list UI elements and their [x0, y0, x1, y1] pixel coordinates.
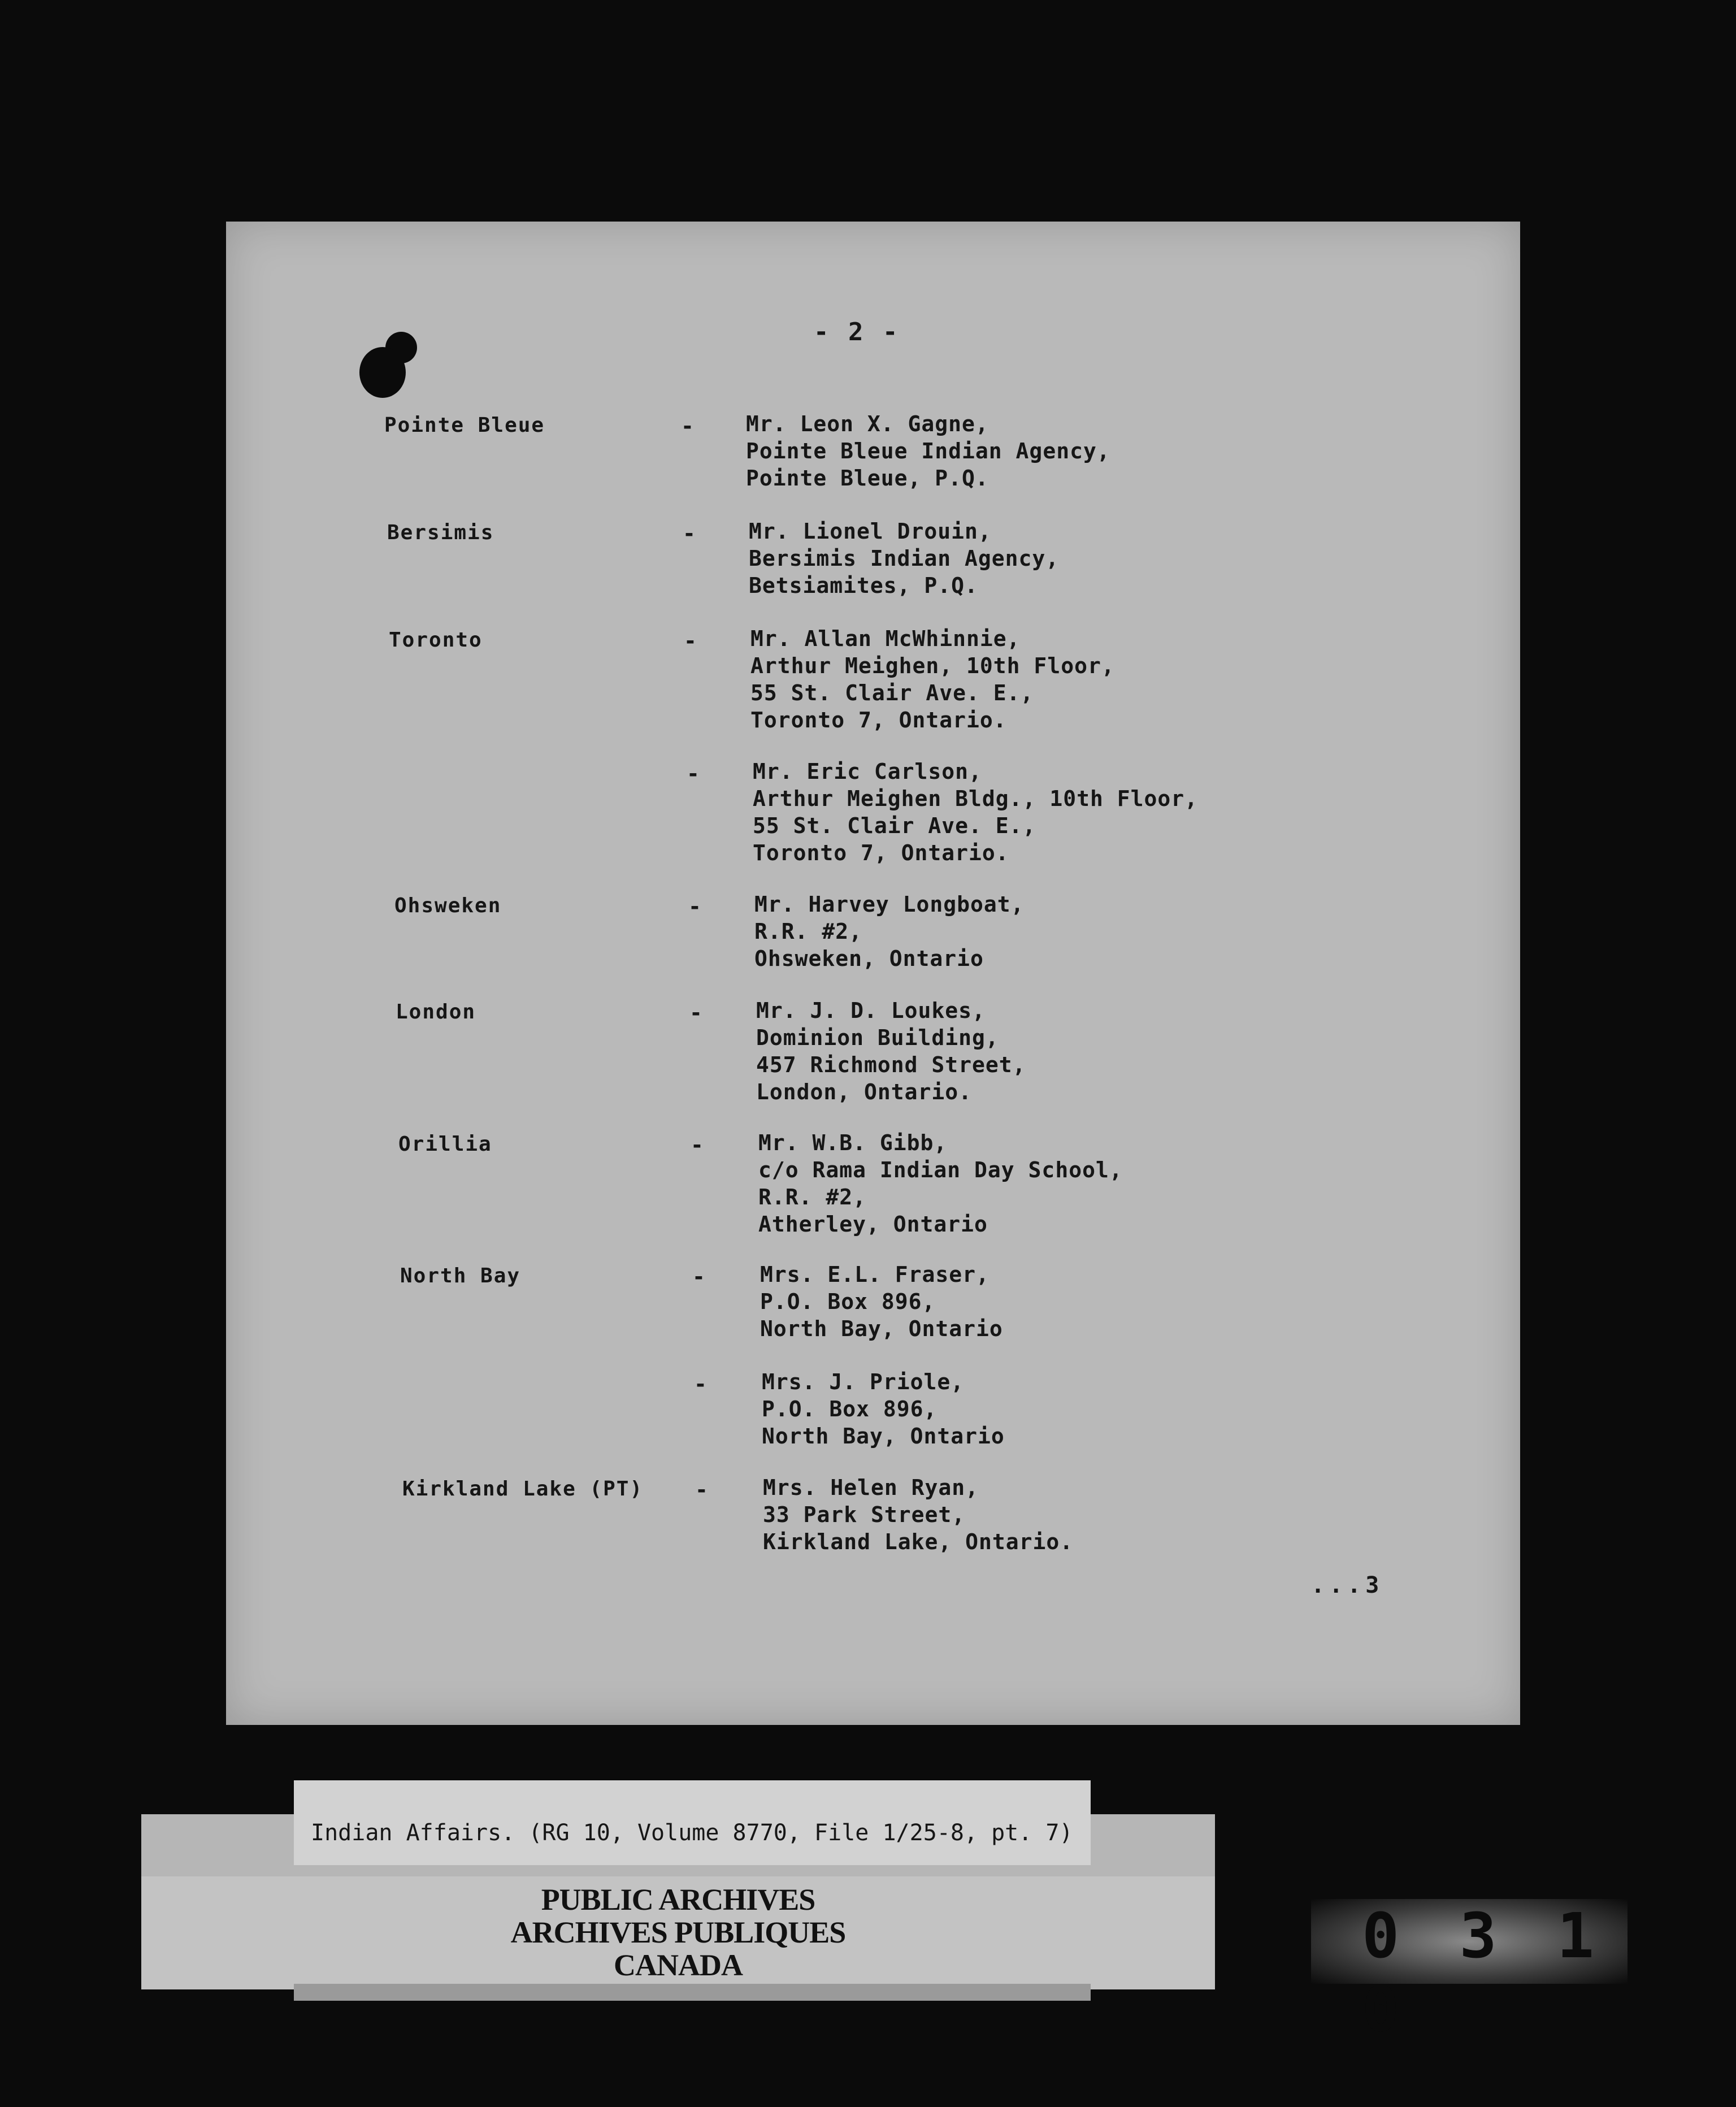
dash: - — [691, 1133, 704, 1157]
address-block — [749, 518, 1059, 599]
archives-stamp — [141, 1876, 1215, 1989]
address-line: Atherley, Ontario — [758, 1212, 988, 1237]
document-page — [226, 222, 1520, 1725]
dash: - — [687, 761, 700, 786]
reference-text: Indian Affairs. (RG 10, Volume 8770, File 1/25-8, pt. 7) — [311, 1820, 1073, 1846]
address-line: Mr. Eric Carlson, — [753, 759, 982, 784]
address-block — [758, 1129, 1123, 1238]
frame-number: 0 3 1 0 — [1311, 1899, 1628, 1984]
address-line: Mr. Lionel Drouin, — [749, 519, 992, 544]
address-line: Ohsweken, Ontario — [754, 946, 984, 971]
address-line: North Bay, Ontario — [760, 1316, 1003, 1341]
address-block — [746, 410, 1110, 492]
address-line: Pointe Bleue, P.Q. — [746, 466, 989, 491]
address-line: Toronto 7, Ontario. — [750, 708, 1007, 732]
address-line: Mr. Harvey Longboat, — [754, 892, 1025, 917]
dash: - — [681, 414, 694, 439]
address-line: Mr. J. D. Loukes, — [756, 998, 986, 1023]
address-line: Mrs. J. Priole, — [762, 1369, 965, 1394]
place-name: Toronto — [389, 628, 483, 652]
address-line: c/o Rama Indian Day School, — [758, 1157, 1123, 1182]
address-line: 457 Richmond Street, — [756, 1052, 1026, 1077]
address-line: Arthur Meighen Bldg., 10th Floor, — [753, 786, 1198, 811]
address-line: Betsiamites, P.Q. — [749, 573, 978, 598]
address-line: Arthur Meighen, 10th Floor, — [750, 653, 1115, 678]
address-block — [756, 997, 1026, 1105]
address-line: 55 St. Clair Ave. E., — [750, 680, 1034, 705]
dash: - — [689, 1000, 702, 1025]
continuation-marker: ...3 — [1311, 1572, 1384, 1598]
address-line: 33 Park Street, — [763, 1502, 966, 1527]
address-line: Bersimis Indian Agency, — [749, 546, 1060, 571]
place-name: Orillia — [398, 1133, 492, 1156]
address-line: Pointe Bleue Indian Agency, — [746, 439, 1110, 463]
address-line: Mr. Leon X. Gagne, — [746, 411, 989, 436]
address-block — [760, 1261, 1003, 1342]
address-line: Kirkland Lake, Ontario. — [763, 1529, 1074, 1554]
reference-label — [294, 1780, 1091, 1865]
base-strip — [294, 1984, 1091, 2001]
dash: - — [692, 1264, 705, 1289]
address-line: Dominion Building, — [756, 1025, 999, 1050]
dash: - — [684, 628, 697, 653]
address-block — [750, 625, 1115, 734]
dash: - — [694, 1372, 707, 1397]
address-line: Toronto 7, Ontario. — [753, 840, 1009, 865]
page-number: - 2 - — [814, 318, 900, 346]
address-line: Mrs. Helen Ryan, — [763, 1475, 979, 1500]
address-line: London, Ontario. — [756, 1079, 973, 1104]
dash: - — [695, 1477, 708, 1502]
stamp-line-3: CANADA — [614, 1948, 743, 1982]
dash: - — [683, 521, 696, 546]
address-line: R.R. #2, — [754, 919, 863, 944]
punch-hole-bottom — [359, 347, 406, 398]
address-line: Mr. Allan McWhinnie, — [750, 626, 1021, 651]
address-line: P.O. Box 896, — [762, 1397, 938, 1421]
stamp-line-2: ARCHIVES PUBLIQUES — [510, 1915, 846, 1949]
place-name: Ohsweken — [394, 894, 502, 917]
place-name: Kirkland Lake (PT) — [402, 1477, 644, 1501]
address-line: North Bay, Ontario — [762, 1424, 1005, 1449]
address-line: Mr. W.B. Gibb, — [758, 1130, 948, 1155]
address-line: Mrs. E.L. Fraser, — [760, 1262, 989, 1287]
stamp-line-1: PUBLIC ARCHIVES — [541, 1883, 815, 1917]
address-block — [754, 891, 1025, 972]
place-name: London — [396, 1000, 476, 1024]
address-block — [762, 1368, 1005, 1450]
address-line: 55 St. Clair Ave. E., — [753, 813, 1036, 838]
dash: - — [688, 894, 701, 919]
place-name: Bersimis — [387, 521, 494, 544]
place-name: North Bay — [400, 1264, 521, 1287]
address-line: R.R. #2, — [758, 1185, 867, 1209]
address-line: P.O. Box 896, — [760, 1289, 936, 1314]
address-block — [763, 1474, 1073, 1555]
address-block — [753, 758, 1198, 866]
place-name: Pointe Bleue — [384, 414, 545, 437]
